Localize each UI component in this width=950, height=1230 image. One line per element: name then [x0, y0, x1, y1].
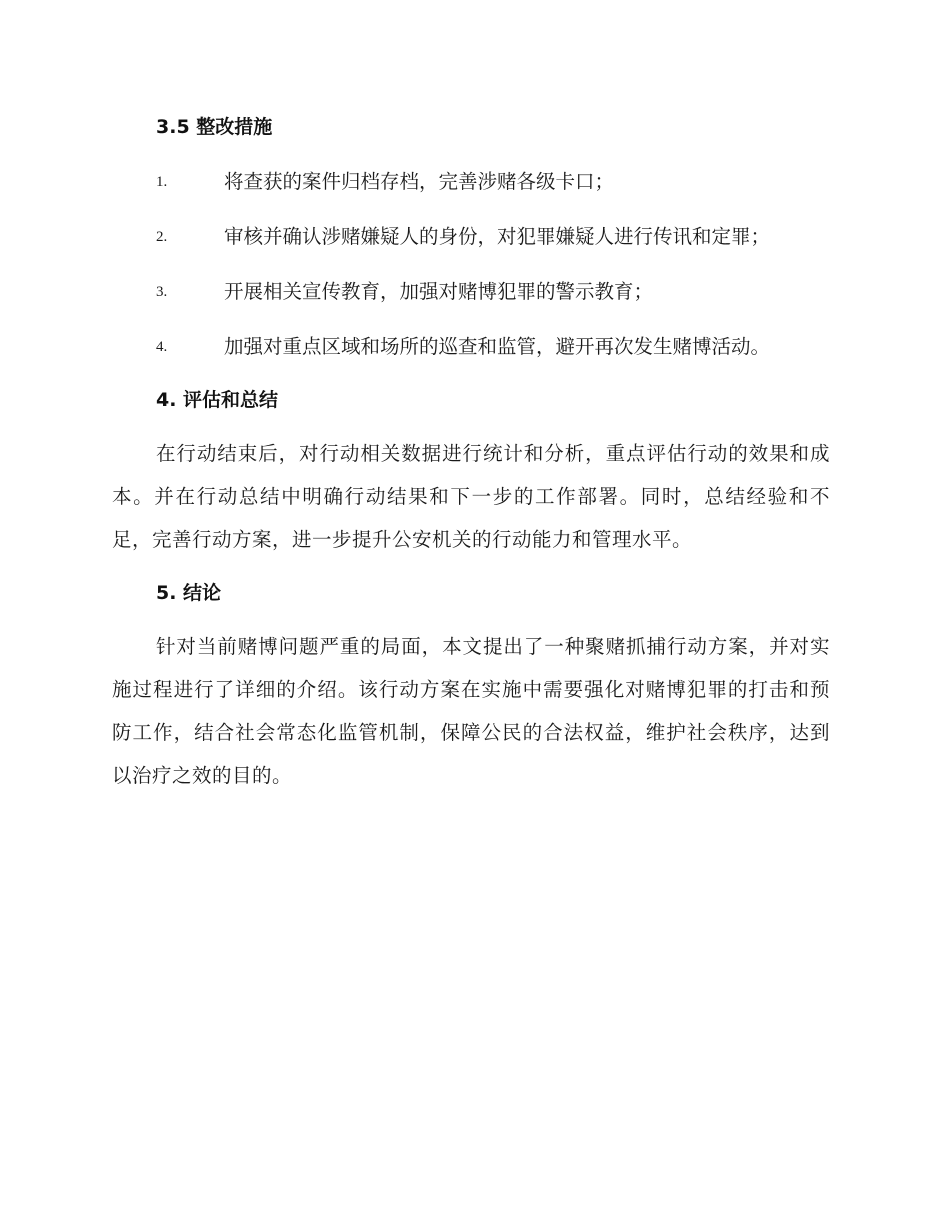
list-item-text: 开展相关宣传教育，加强对赌博犯罪的警示教育；: [224, 280, 654, 303]
section-heading-conclusion: 5. 结论: [156, 582, 222, 604]
section-heading-rectification: 3.5 整改措施: [156, 116, 273, 138]
section-heading-evaluation: 4. 评估和总结: [156, 389, 279, 411]
list-item-number: 2.: [156, 229, 168, 245]
rectification-list: [112, 163, 830, 366]
conclusion-paragraph: 针对当前赌博问题严重的局面，本文提出了一种聚赌抓捕行动方案，并对实施过程进行了详细的介绍。该行动方案在实施中需要强化对赌博犯罪的打击和预防工作，结合社会常态化监管机制，保障公民的合法权益，维护社会秩序，达到以治疗之效的目的。: [112, 635, 830, 787]
document-body: [112, 108, 830, 810]
list-item-text: 加强对重点区域和场所的巡查和监管，避开再次发生赌博活动。: [224, 335, 771, 358]
evaluation-paragraph: 在行动结束后，对行动相关数据进行统计和分析，重点评估行动的效果和成本。并在行动总结中明确行动结果和下一步的工作部署。同时，总结经验和不足，完善行动方案，进一步提升公安机关的行动能力和管理水平。: [112, 442, 830, 551]
list-item-number: 1.: [156, 174, 168, 190]
list-item: [112, 163, 830, 201]
list-item-number: 3.: [156, 284, 168, 300]
list-item-number: 4.: [156, 339, 168, 355]
list-item: [112, 273, 830, 311]
list-item-text: 将查获的案件归档存档，完善涉赌各级卡口；: [224, 170, 615, 193]
list-item: [112, 218, 830, 256]
list-item-text: 审核并确认涉赌嫌疑人的身份，对犯罪嫌疑人进行传讯和定罪；: [224, 225, 771, 248]
list-item: [112, 328, 830, 366]
